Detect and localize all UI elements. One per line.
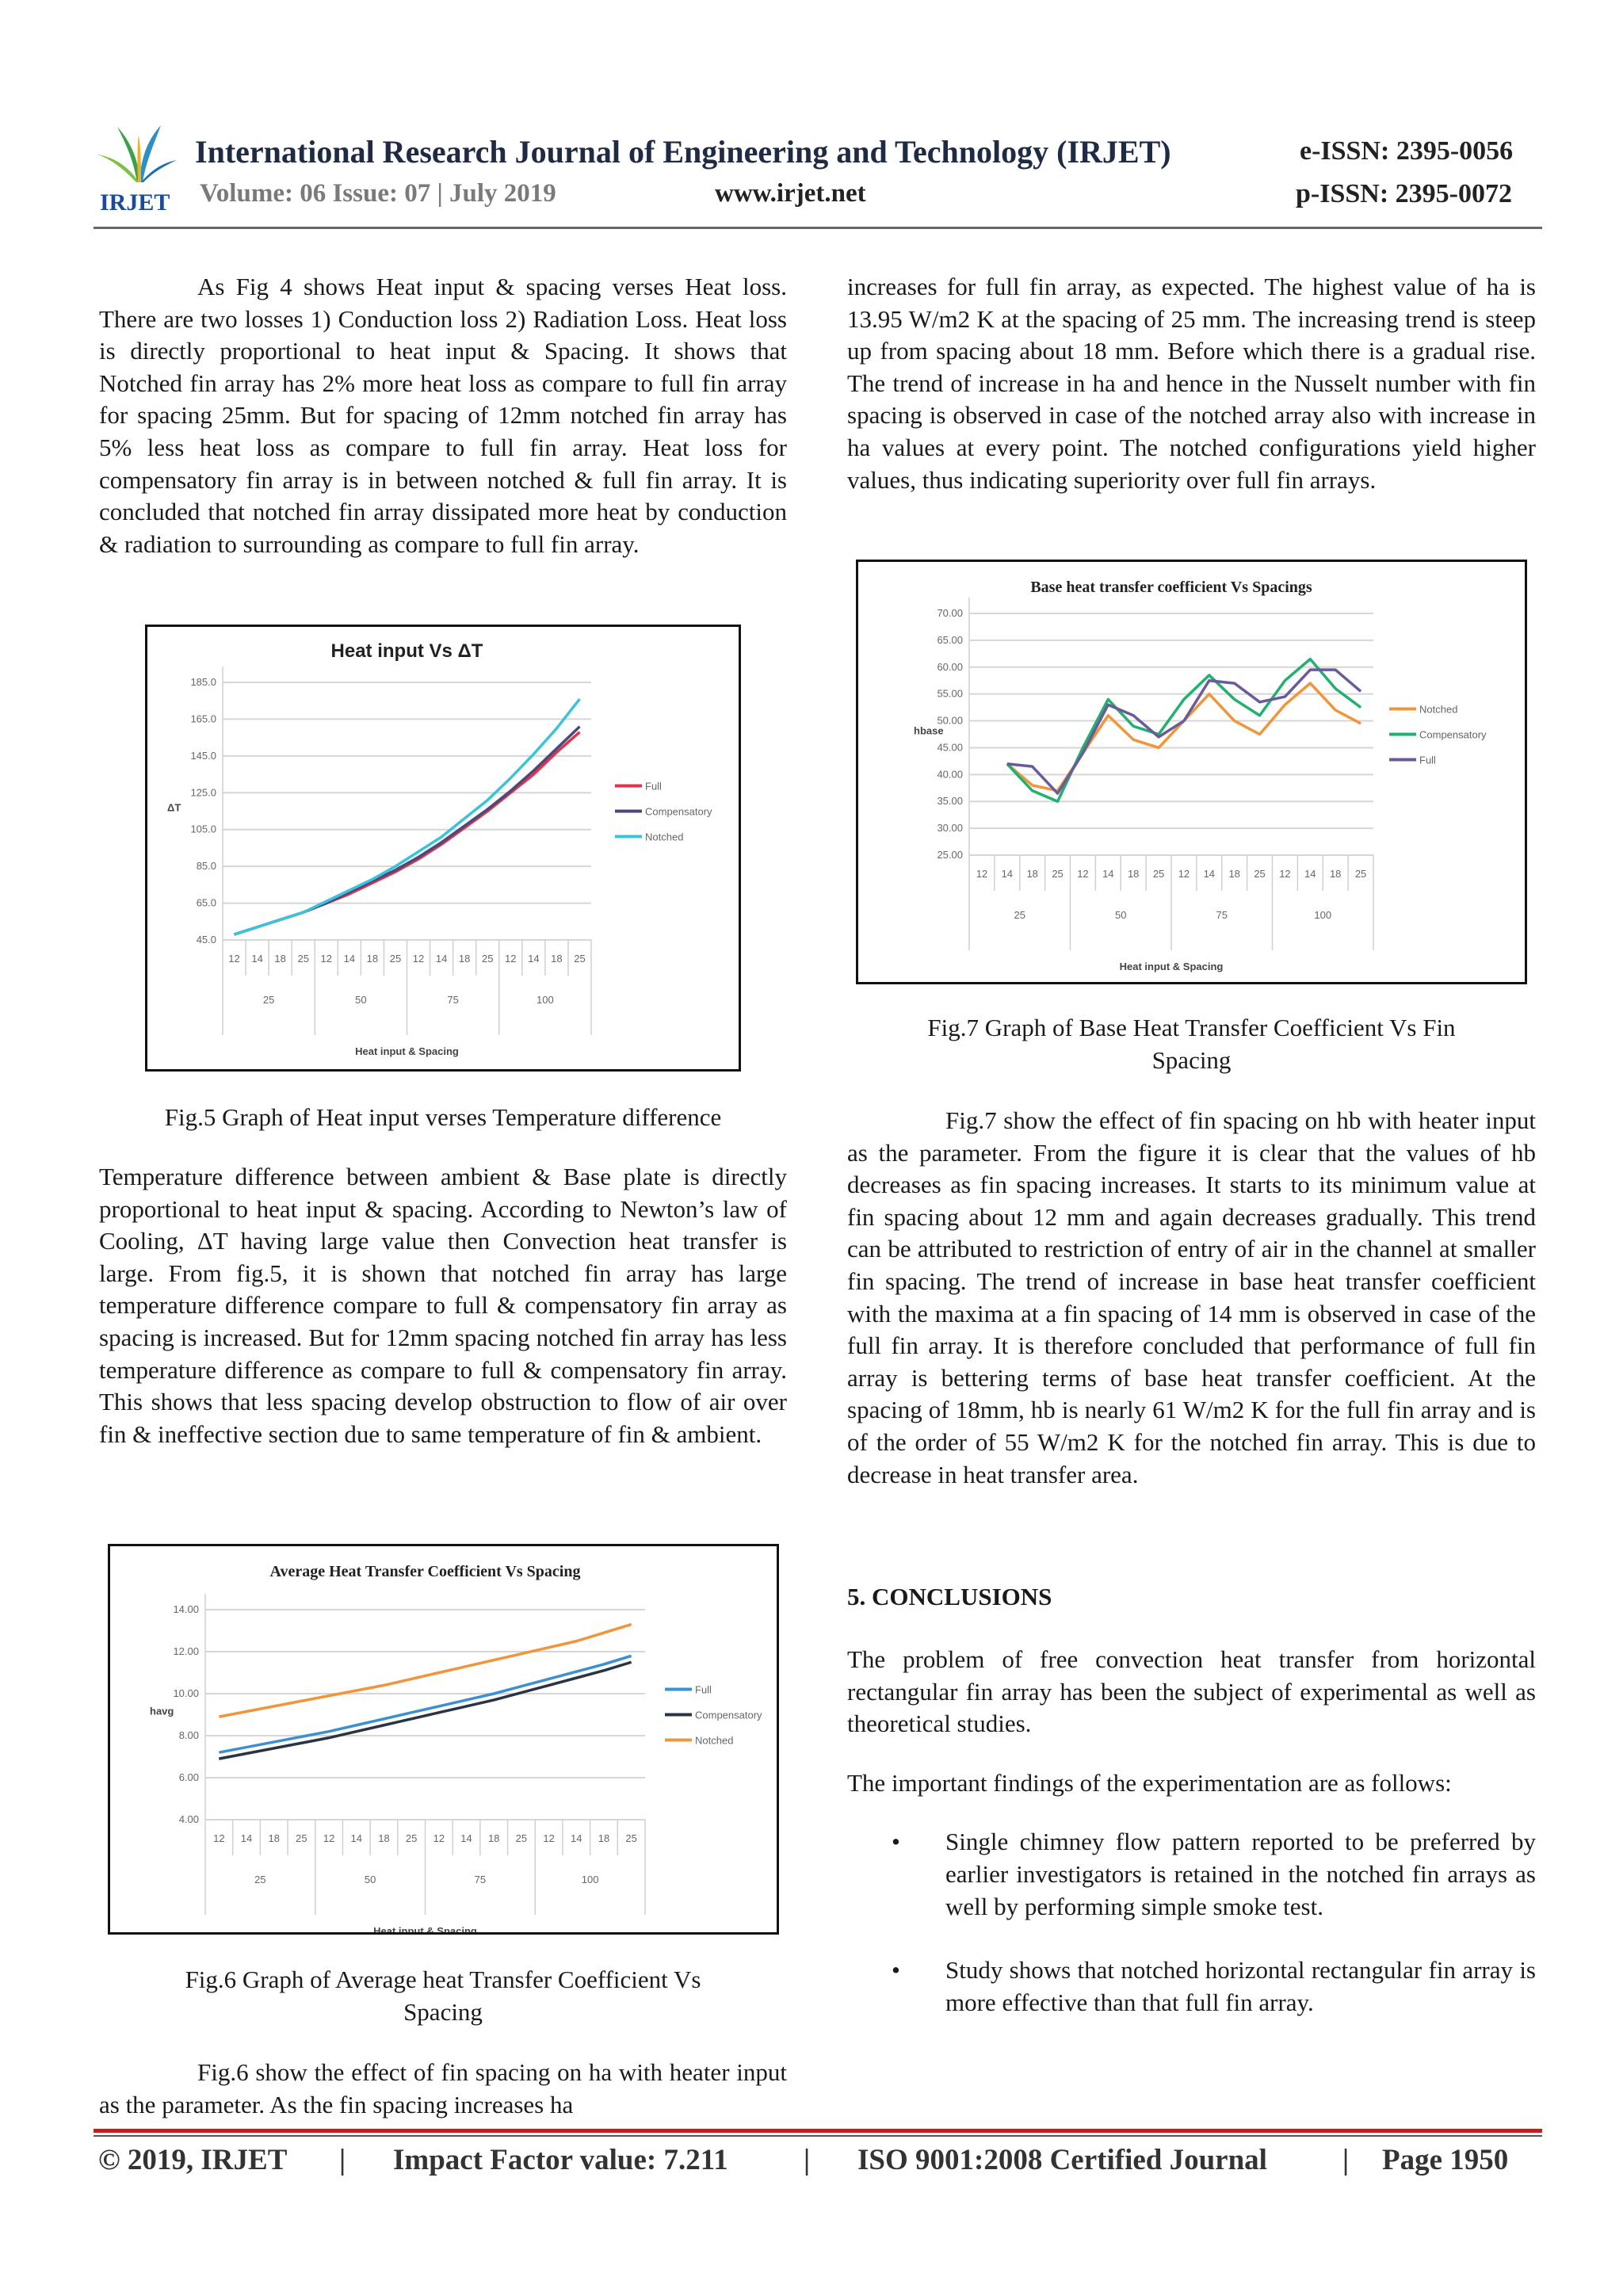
- volume-info: Volume: 06 Issue: 07 | July 2019: [200, 179, 556, 208]
- x-tick-label: 14: [528, 953, 540, 965]
- x-group-label: 25: [254, 1874, 266, 1885]
- x-tick-label: 14: [1001, 868, 1014, 880]
- x-tick-label: 12: [1077, 868, 1089, 880]
- figure-7: [856, 560, 1527, 984]
- x-tick-label: 25: [515, 1832, 528, 1844]
- legend-label: Compensatory: [695, 1709, 762, 1721]
- x-tick-label: 12: [543, 1832, 555, 1844]
- footer-page-number: Page 1950: [1382, 2144, 1509, 2176]
- legend-label: Full: [695, 1683, 712, 1696]
- series-line-full: [235, 732, 580, 934]
- y-tick-label: 45.0: [196, 934, 216, 946]
- paragraph: Fig.6 show the effect of fin spacing on ha with heater input as the parameter. As the fin spacing increases ha: [99, 2058, 787, 2118]
- x-tick-label: 12: [412, 953, 425, 965]
- x-tick-label: 18: [487, 1832, 500, 1844]
- x-tick-label: 18: [378, 1832, 390, 1844]
- y-axis-label: ΔT: [167, 801, 181, 814]
- x-tick-label: 25: [1254, 868, 1266, 880]
- x-tick-label: 18: [274, 953, 286, 965]
- y-tick-label: 65.00: [937, 633, 963, 646]
- x-tick-label: 25: [389, 953, 402, 965]
- paragraph: Fig.7 show the effect of fin spacing on hb with heater input as the parameter. From the figure it is clear that the values of hb decreases as fin spacing increases. It starts to its minimum value at fin spacing about 12 mm and again decreases gradually. This trend can be attributed to restriction of entry of air in the channel at smaller fin spacing. The trend of increase in base heat transfer coefficient with the maxima at a fin spacing of 14 mm is observed in case of the full fin array. It is therefore concluded that performance of full fin array is bettering terms of base heat transfer coefficient. At the spacing of 18mm, hb is nearly 61 W/m2 K for the full fin array and is of the order of 55 W/m2 K for the notched fin array. This is due to decrease in heat transfer area.: [847, 1106, 1536, 1488]
- figure-6: [108, 1544, 779, 1935]
- x-tick-label: 25: [1052, 868, 1064, 880]
- y-tick-label: 70.00: [937, 607, 963, 619]
- paragraph: Temperature difference between ambient & Base plate is directly proportional to heat input & spacing. According to Newton’s law of Cooling, ΔT having large value then Convection heat transfer is large. From fig.5, it is shown that notched fin array has large temperature difference compare to full & compensatory fin array as spacing is increased. But for 12mm spacing notched fin array has less temperature difference as compare to full & compensatory fin array. This shows that less spacing develop obstruction to flow of air over fin & ineffective section due to same temperature of fin & ambient.: [99, 1163, 787, 1448]
- x-tick-label: 25: [574, 953, 586, 965]
- x-tick-label: 14: [571, 1832, 582, 1844]
- y-axis-label: havg: [150, 1705, 174, 1717]
- left-para-1: [99, 271, 787, 560]
- journal-title: International Research Journal of Engineering and Technology (IRJET): [195, 134, 1171, 170]
- footer-iso: ISO 9001:2008 Certified Journal: [857, 2144, 1267, 2176]
- y-tick-label: 50.00: [937, 714, 963, 727]
- chart-base-htc-vs-spacings: [858, 562, 1525, 982]
- footer-copyright: © 2019, IRJET: [98, 2144, 288, 2176]
- x-group-label: 25: [1014, 909, 1025, 921]
- footer-divider: [94, 2135, 1542, 2137]
- fig7-caption: [847, 1012, 1536, 1076]
- header-divider: [94, 227, 1542, 229]
- y-tick-label: 185.0: [190, 676, 216, 688]
- footer-separator: |: [804, 2144, 811, 2176]
- x-tick-label: 25: [296, 1832, 307, 1844]
- p-issn: p-ISSN: 2395-0072: [1296, 179, 1512, 208]
- fig5-caption: Fig.5 Graph of Heat input verses Temperature difference: [164, 1103, 722, 1131]
- x-tick-label: 14: [251, 953, 263, 965]
- series-line-notched: [235, 699, 580, 934]
- chart-title: Base heat transfer coefficient Vs Spacings: [1030, 579, 1312, 596]
- paragraph: As Fig 4 shows Heat input & spacing verses Heat loss. There are two losses 1) Conduction loss 2) Radiation Loss. Heat loss is directly proportional to heat input & Spacing. It shows that Notched fin array has 2% more heat loss as compare to full fin array for spacing 25mm. But for spacing of 12mm notched fin array has 5% less heat loss as compare to full fin array. Heat loss for compensatory fin array is in between notched & full fin array. It is concluded that notched fin array dissipated more heat by conduction & radiation to surrounding as compare to full fin array.: [99, 273, 787, 558]
- chart-average-htc-vs-spacing: [110, 1546, 777, 1932]
- x-tick-label: 18: [1228, 868, 1240, 880]
- x-tick-label: 25: [1354, 868, 1367, 880]
- x-axis-label: Heat input & Spacing: [373, 1925, 477, 1932]
- x-tick-label: 18: [1127, 868, 1140, 880]
- chart-heat-input-vs-dt: [147, 627, 739, 1069]
- caption-line: Fig.6 Graph of Average heat Transfer Coefficient Vs: [185, 1966, 701, 1993]
- y-tick-label: 125.0: [190, 786, 216, 799]
- x-tick-label: 25: [1152, 868, 1165, 880]
- x-group-label: 75: [1216, 909, 1228, 921]
- y-tick-label: 65.0: [196, 896, 216, 909]
- x-tick-label: 12: [505, 953, 517, 965]
- x-tick-label: 18: [268, 1832, 280, 1844]
- x-tick-label: 25: [625, 1832, 637, 1844]
- chart-title: Average Heat Transfer Coefficient Vs Spacing: [269, 1563, 581, 1580]
- y-tick-label: 12.00: [173, 1645, 199, 1657]
- legend-label: Notched: [1419, 703, 1458, 716]
- right-para-1: [847, 271, 1536, 496]
- x-axis-label: Heat input & Spacing: [355, 1045, 459, 1057]
- logo-text: IRJET: [100, 189, 170, 214]
- y-tick-label: 14.00: [173, 1603, 199, 1615]
- x-tick-label: 18: [551, 953, 563, 965]
- x-tick-label: 14: [350, 1832, 363, 1844]
- x-tick-label: 14: [240, 1832, 253, 1844]
- x-group-label: 50: [355, 994, 367, 1006]
- x-tick-label: 25: [297, 953, 309, 965]
- x-tick-label: 12: [433, 1832, 445, 1844]
- x-tick-label: 25: [481, 953, 494, 965]
- legend-label: Notched: [645, 831, 684, 843]
- x-group-label: 50: [1115, 909, 1127, 921]
- y-tick-label: 60.00: [937, 660, 963, 673]
- x-axis-label: Heat input & Spacing: [1119, 961, 1224, 972]
- y-tick-label: 6.00: [178, 1771, 199, 1783]
- legend-label: Full: [645, 780, 662, 793]
- y-tick-label: 4.00: [178, 1813, 199, 1825]
- journal-website-link[interactable]: www.irjet.net: [715, 179, 866, 208]
- left-para-2: [99, 1161, 787, 1450]
- bullet-icon: •: [892, 1828, 900, 1856]
- x-tick-label: 14: [460, 1832, 472, 1844]
- legend-label: Compensatory: [645, 805, 712, 818]
- y-tick-label: 35.00: [937, 795, 963, 808]
- section-heading-conclusions: 5. CONCLUSIONS: [847, 1583, 1052, 1610]
- y-tick-label: 25.00: [937, 849, 963, 861]
- series-line-compensatory: [1007, 659, 1361, 802]
- e-issn: e-ISSN: 2395-0056: [1300, 136, 1514, 166]
- y-tick-label: 55.00: [937, 687, 963, 700]
- x-group-label: 100: [1314, 909, 1332, 921]
- legend-label: Compensatory: [1419, 728, 1487, 741]
- x-group-label: 75: [447, 994, 459, 1006]
- x-tick-label: 18: [458, 953, 471, 965]
- x-tick-label: 18: [598, 1832, 610, 1844]
- x-tick-label: 25: [405, 1832, 418, 1844]
- x-group-label: 50: [364, 1874, 376, 1885]
- fig6-caption: [99, 1964, 787, 2028]
- x-group-label: 100: [581, 1874, 599, 1885]
- x-tick-label: 14: [435, 953, 448, 965]
- y-tick-label: 85.0: [196, 860, 216, 873]
- figure-5: [145, 625, 741, 1072]
- x-tick-label: 14: [343, 953, 356, 965]
- y-tick-label: 165.0: [190, 712, 216, 725]
- x-tick-label: 12: [323, 1832, 335, 1844]
- irjet-logo: [94, 119, 181, 214]
- bullet-icon: •: [892, 1956, 900, 1985]
- x-group-label: 25: [262, 994, 275, 1006]
- chart-title: Heat input Vs ΔT: [330, 640, 483, 662]
- x-tick-label: 12: [228, 953, 240, 965]
- caption-line: Spacing: [403, 1997, 483, 2026]
- findings-list: [847, 1826, 1536, 2019]
- y-axis-label: hbase: [914, 724, 944, 737]
- caption-line: Fig.7 Graph of Base Heat Transfer Coefficient Vs Fin: [927, 1014, 1456, 1041]
- footer-impact-factor: Impact Factor value: 7.211: [393, 2144, 728, 2176]
- legend-label: Notched: [695, 1734, 734, 1747]
- footer-divider: [94, 2129, 1542, 2133]
- x-group-label: 75: [474, 1874, 487, 1885]
- caption-line: Spacing: [1151, 1045, 1232, 1074]
- list-item: • Single chimney flow pattern reported to be preferred by earlier investigators is retained in the notched fin arrays as well by performing simple smoke test.: [892, 1828, 1536, 1920]
- series-line-notched: [219, 1625, 631, 1717]
- x-group-label: 100: [537, 994, 554, 1006]
- left-para-3: [99, 2057, 787, 2121]
- paragraph: The important findings of the experimentation are as follows:: [847, 1768, 1452, 1797]
- y-tick-label: 10.00: [173, 1687, 199, 1699]
- paragraph: increases for full fin array, as expected. The highest value of ha is 13.95 W/m2 K at the spacing of 25 mm. The increasing trend is steep up from spacing about 18 mm. Before which there is a gradual rise. The trend of increase in ha and hence in the Nusselt number with fin spacing is observed in case of the notched array also with increase in ha values at every point. The notched configurations yield higher values, thus indicating superiority over full fin arrays.: [847, 273, 1536, 494]
- x-tick-label: 12: [1178, 868, 1190, 880]
- x-tick-label: 14: [1102, 868, 1114, 880]
- list-item: • Study shows that notched horizontal rectangular fin array is more effective than that full fin array.: [892, 1956, 1536, 2016]
- x-tick-label: 12: [1279, 868, 1291, 880]
- x-tick-label: 12: [320, 953, 333, 965]
- y-tick-label: 45.00: [937, 741, 963, 754]
- x-tick-label: 14: [1203, 868, 1216, 880]
- x-tick-label: 14: [1304, 868, 1316, 880]
- right-para-2: [847, 1105, 1536, 1491]
- y-tick-label: 40.00: [937, 768, 963, 781]
- x-tick-label: 18: [1026, 868, 1038, 880]
- y-tick-label: 8.00: [178, 1729, 199, 1741]
- paragraph: The problem of free convection heat transfer from horizontal rectangular fin array has been the subject of experimental as well as theoretical studies.: [847, 1645, 1536, 1738]
- footer-separator: |: [339, 2144, 346, 2176]
- y-tick-label: 30.00: [937, 822, 963, 835]
- right-para-3: [847, 1644, 1536, 2050]
- footer-separator: |: [1342, 2144, 1350, 2176]
- x-tick-label: 12: [213, 1832, 225, 1844]
- y-tick-label: 105.0: [190, 823, 216, 835]
- logo-leaves-icon: [94, 119, 181, 214]
- x-tick-label: 18: [1329, 868, 1342, 880]
- x-tick-label: 18: [366, 953, 379, 965]
- legend-label: Full: [1419, 754, 1436, 766]
- x-tick-label: 12: [976, 868, 988, 880]
- y-tick-label: 145.0: [190, 749, 216, 762]
